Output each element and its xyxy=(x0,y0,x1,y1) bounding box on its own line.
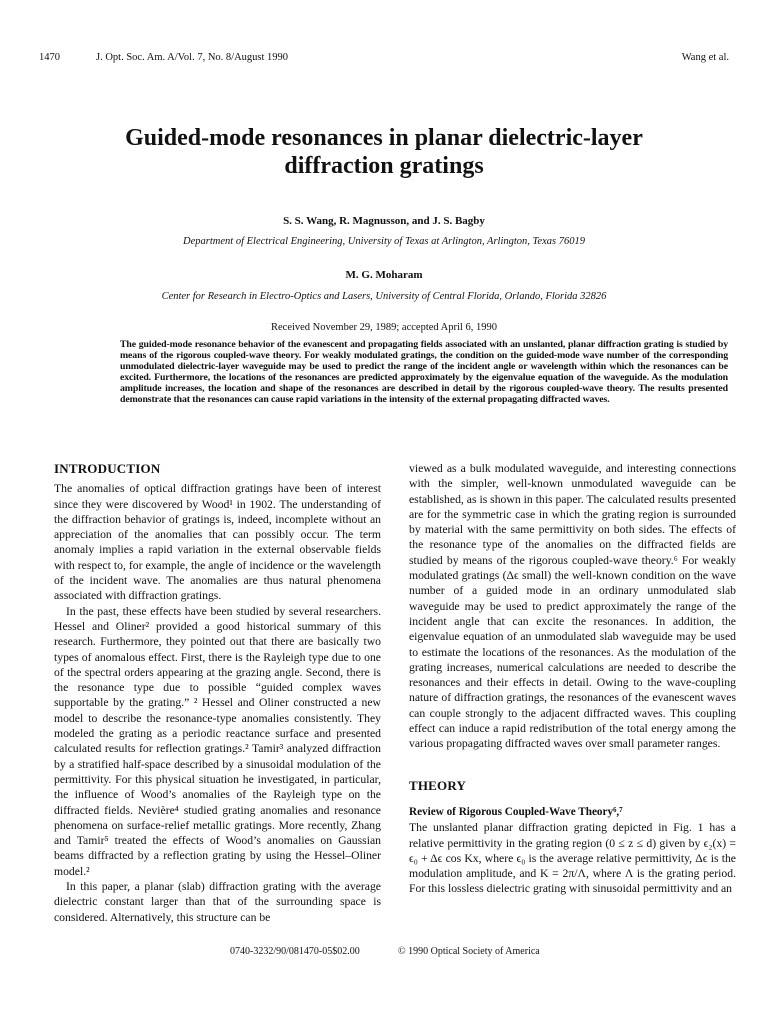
paragraph: In the past, these effects have been studied by several researchers. Hessel and Oliner² provided a good historical summary of this research. Furthermore, they pointed out that there are basically two types of anomalous effect. First, there is the Rayleigh type due to one of the spectral orders appearing at the grazing angle. Second, there is the resonance type due to possible “guided complex waves supportable by the grating.” ² Hessel and Oliner constructed a new model to describe the resonance-type anomalies consistently. They modeled the grating as a periodic reactance surface and presented calculated results for reflection gratings.² Tamir³ analyzed diffraction by a stratified half-space described by a sinusoidal modulation of the permittivity. For this physical situation he investigated, in particular, the influence of Wood’s anomalies of the Rayleigh type on the diffracted fields. Nevière⁴ studied grating anomalies and resonance phenomena on surface-relief metallic gratings. More recently, Zhang and Tamir⁵ treated the effects of Wood’s anomalies on Gaussian beams diffracted by a reflection grating by using the Hessel–Oliner model.² xyxy=(54,604,381,878)
paragraph: The anomalies of optical diffraction gratings have been of interest since they were discovered by Wood¹ in 1902. The understanding of the diffraction behavior of gratings is, indeed, incomplete without an appreciation of the anomalies that can possibly occur. The term anomaly implies a rapid variation in the external observable fields with respect to, for example, the angle of incidence or the wavelength of the incident wave. The anomalies are thus natural phenomena associated with diffraction gratings. xyxy=(54,482,381,603)
authors-group-2: M. G. Moharam xyxy=(345,269,423,281)
footer-code: 0740-3232/90/081470-05$02.00 xyxy=(230,946,360,957)
page-number: 1470 xyxy=(39,52,60,63)
section-heading-introduction: INTRODUCTION xyxy=(54,461,161,476)
running-author: Wang et al. xyxy=(681,52,729,63)
abstract: The guided-mode resonance behavior of the evanescent and propagating fields associated with an unslanted, planar diffraction grating is studied by means of the rigorous coupled-wave theory. For weakly modulated gratings, the condition on the guided-mode wave number of the corresponding unmodulated dielectric-layer waveguide may be used to predict the range of the incident angle or wavelength within which the resonances can be excited. Furthermore, the locations of the resonances are predicted approximately by the eigenvalue equation of the waveguide. As the modulation amplitude increases, the location and shape of the resonances are described in detail by the rigorous coupled-wave theory. The results presented demonstrate that the resonances can cause rapid variations in the intensity of the external propagating diffracted waves. xyxy=(120,339,728,405)
journal-citation: J. Opt. Soc. Am. A/Vol. 7, No. 8/August 1990 xyxy=(96,52,289,63)
left-column xyxy=(54,461,381,925)
paragraph: In this paper, a planar (slab) diffraction grating with the average dielectric constant larger than that of the surrounding space is considered. Alternatively, this structure can be xyxy=(54,880,381,924)
received-dates: Received November 29, 1989; accepted April 6, 1990 xyxy=(271,322,497,333)
paragraph: viewed as a bulk modulated waveguide, and interesting connections with the simpler, well-known unmodulated waveguide can be established, as is shown in this paper. The calculated results presented are for the symmetric case in which the grating region is surrounded by material with the same permittivity on both sides. The effects of the resonance type of the anomalies on the diffracted fields are studied by means of the rigorous coupled-wave theory.⁶ For weakly modulated gratings (Δϵ small) the well-known condition on the wave number of a guided mode in an ordinary unmodulated slab waveguide may be used to predict approximately the range of the incident angle that can excite the resonances. In addition, the eigenvalue equation of an unmodulated slab waveguide may be used to estimate the locations of the resonances. As the modulation of the grating increases, numerical calculations are needed to describe the resonances and their effects in detail. Owing to the wave-coupling nature of diffraction gratings, the resonances of the evanescent waves can couple strongly to the adjacent diffracted waves. This coupling effect can induce a rapid redistribution of the total energy among the various propagating diffracted waves over small parameter ranges. xyxy=(409,462,736,751)
title-line-1: Guided-mode resonances in planar dielectric-layer xyxy=(125,125,643,151)
paragraph: The unslanted planar diffraction grating depicted in Fig. 1 has a relative permittivity in the grating region (0 ≤ z ≤ d) given by ϵ₂(x) = ϵ₀ + Δϵ cos Kx, where ϵ₀ is the average relative permittivity, Δϵ is the modulation amplitude, and K = 2π/Λ, where Λ is the grating period. For this lossless dielectric grating with sinusoidal permittivity and an xyxy=(409,821,736,896)
paper-title xyxy=(0,124,768,180)
affiliation-2: Center for Research in Electro-Optics and Lasers, University of Central Florida, Orlando, Florida 32826 xyxy=(161,291,607,302)
subsection-heading: Review of Rigorous Coupled-Wave Theory⁶,⁷ xyxy=(409,805,623,818)
footer-copyright: © 1990 Optical Society of America xyxy=(398,946,540,957)
section-heading-theory: THEORY xyxy=(409,777,467,793)
authors-group-1: S. S. Wang, R. Magnusson, and J. S. Bagby xyxy=(283,215,485,227)
title-line-2: diffraction gratings xyxy=(284,153,484,179)
right-column xyxy=(409,461,736,897)
affiliation-1: Department of Electrical Engineering, University of Texas at Arlington, Arlington, Texas 76019 xyxy=(183,236,585,247)
